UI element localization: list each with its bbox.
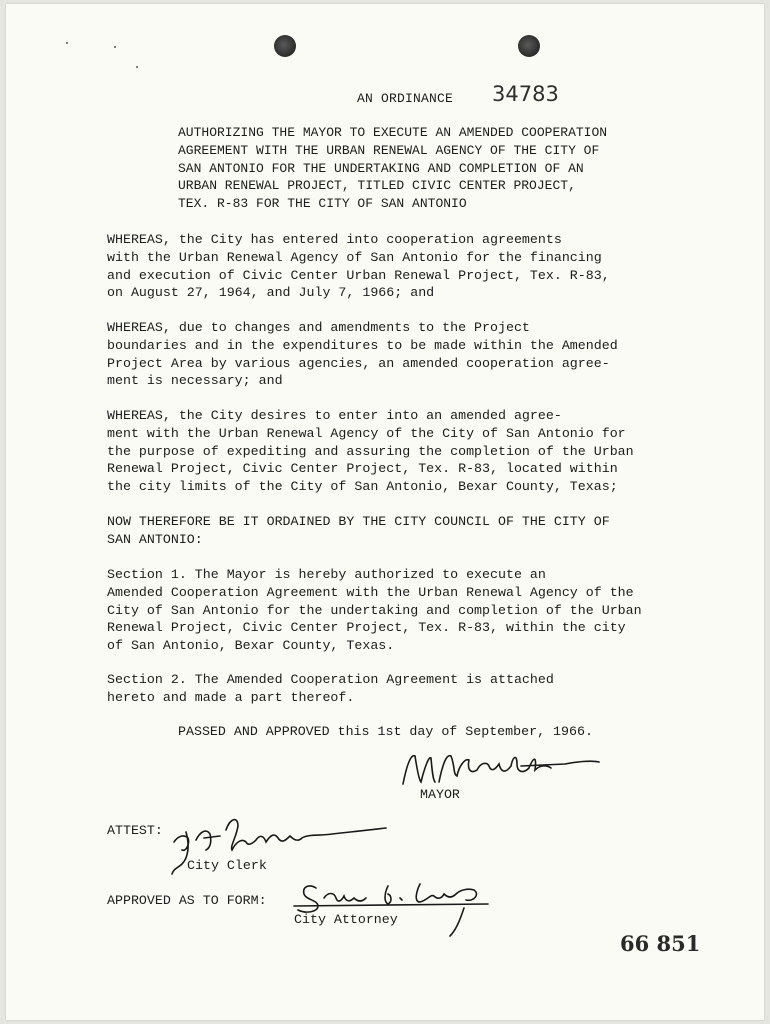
ordinance-number: 34783 xyxy=(492,82,559,106)
section-2: Section 2. The Amended Cooperation Agreement is attached hereto and made a part thereof. xyxy=(107,672,554,705)
paper-speck xyxy=(114,46,116,48)
document-number: 66 851 xyxy=(620,931,701,956)
paper-speck xyxy=(66,42,68,44)
whereas-clause-1: WHEREAS, the City has entered into cooperation agreements with the Urban Renewal Agency of San Antonio for the financing and execution of Civic Center Urban Renewal Project, Tex. R-83, on August 27, 1964, and July 7, 1966; and xyxy=(107,232,610,301)
mayor-title: MAYOR xyxy=(420,787,460,802)
now-therefore-clause: NOW THEREFORE BE IT ORDAINED BY THE CITY COUNCIL OF THE CITY OF SAN ANTONIO: xyxy=(107,514,610,547)
punch-hole-right xyxy=(518,35,540,57)
city-clerk-title: City Clerk xyxy=(187,858,267,873)
attest-label: ATTEST: xyxy=(107,823,163,838)
ordinance-label: AN ORDINANCE xyxy=(357,91,454,106)
whereas-clause-2: WHEREAS, due to changes and amendments to the Project boundaries and in the expenditures to be made within the Amended Project Area by various agencies, an amended cooperation agree- ment is necessary; and xyxy=(107,320,618,389)
paper-speck xyxy=(136,66,138,68)
approved-as-to-form-label: APPROVED AS TO FORM: xyxy=(107,893,267,908)
punch-hole-left xyxy=(274,35,296,57)
section-1: Section 1. The Mayor is hereby authorized to execute an Amended Cooperation Agreement with the Urban Renewal Agency of the City of San Antonio for the undertaking and completion of the Urban Renewal Project, Civic Center Project, Tex. R-83, within the city of San Antonio, Bexar County, Texas. xyxy=(107,567,642,654)
city-attorney-title: City Attorney xyxy=(294,912,398,927)
ordinance-caption: AUTHORIZING THE MAYOR TO EXECUTE AN AMENDED COOPERATION AGREEMENT WITH THE URBAN RENEWAL AGENCY OF THE CITY OF SAN ANTONIO FOR THE UNDERTAKING AND COMPLETION OF AN URBAN RENEWAL PROJECT, TITLED CIVIC CENTER PROJECT, TEX. R-83 FOR THE CITY OF SAN ANTONIO xyxy=(178,125,608,212)
passed-approved-line: PASSED AND APPROVED this 1st day of September, 1966. xyxy=(178,724,593,739)
whereas-clause-3: WHEREAS, the City desires to enter into an amended agree- ment with the Urban Renewal Agency of the City of San Antonio for the purpose of expediting and assuring the completion of the Urban Renewal Project, Civic Center Project, Tex. R-83, located within the city limits of the City of San Antonio, Bexar County, Texas; xyxy=(107,408,634,495)
